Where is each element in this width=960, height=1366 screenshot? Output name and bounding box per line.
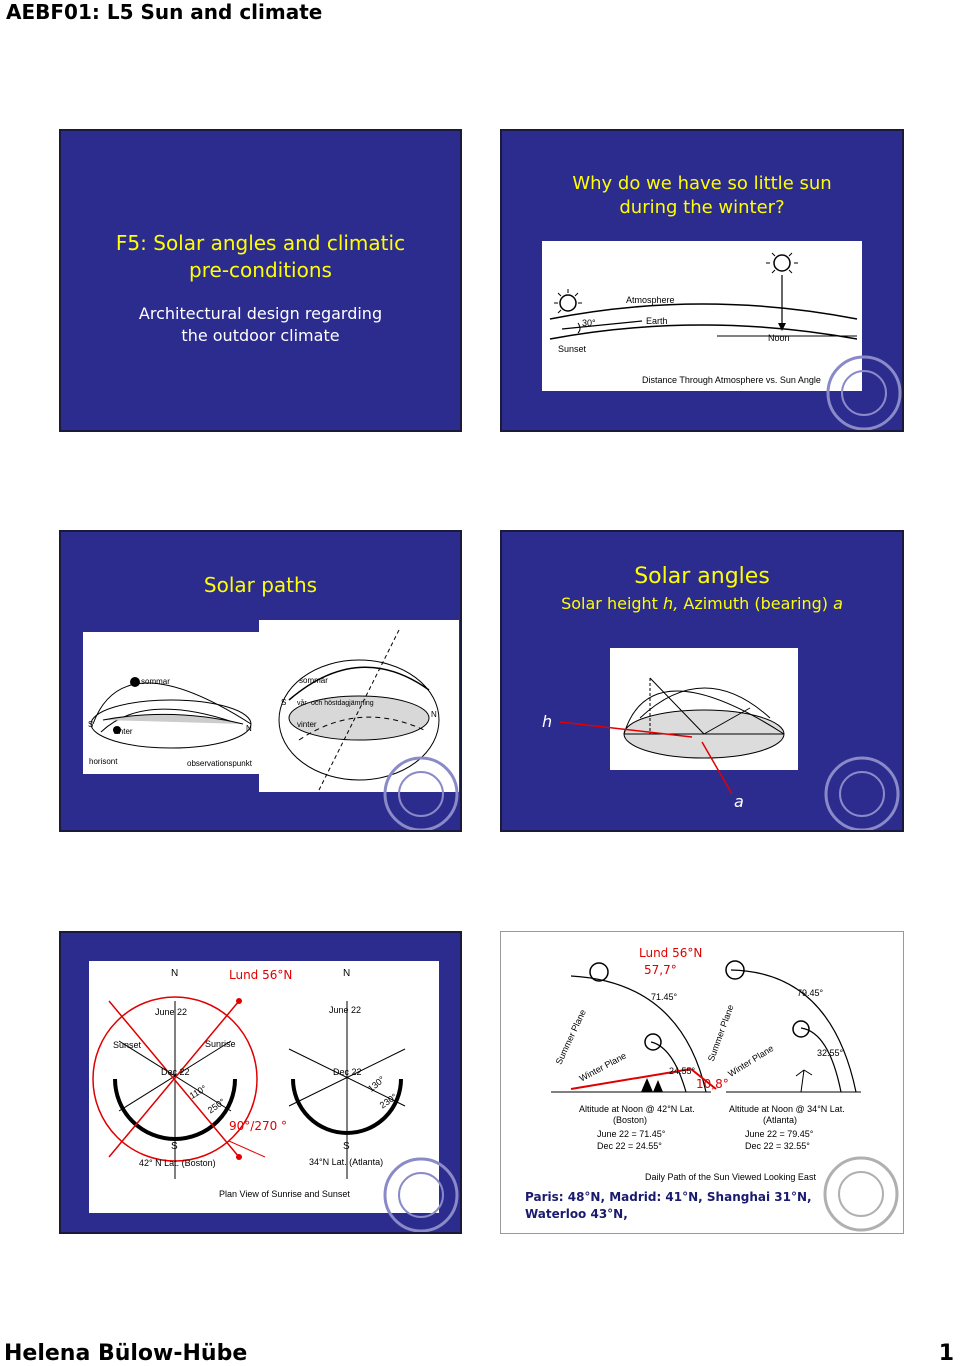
angle-230-label: 230° — [377, 1091, 399, 1111]
slide-1 — [59, 129, 462, 432]
slide-1-subtitle-line-2: the outdoor climate — [181, 326, 340, 345]
dec-22-label-2: Dec 22 — [333, 1067, 362, 1077]
slide-1-subtitle-line-1: Architectural design regarding — [138, 304, 383, 323]
subtitle-a: a — [833, 594, 843, 613]
angle-2455-label: 24.55° — [669, 1066, 696, 1076]
vinter-label-left: vinter — [113, 727, 133, 736]
subtitle-mid: Azimuth (bearing) — [678, 594, 834, 613]
slide-2-title-line-1: Why do we have so little sun — [572, 173, 832, 194]
s-label-2: S — [343, 1141, 350, 1152]
sun-icon-summer-1 — [590, 963, 608, 981]
angle-7945-label: 79.45° — [797, 988, 824, 998]
university-seal-logo — [381, 754, 461, 832]
cities-latitudes-line-1: Paris: 48°N, Madrid: 41°N, Shanghai 31°N, — [525, 1190, 812, 1204]
slide-1-title-line-2: pre-conditions — [189, 258, 332, 282]
atlanta-june: June 22 = 79.45° — [745, 1129, 814, 1139]
angle-30-label: 30° — [582, 318, 596, 328]
atlanta-lat-label: 34°N Lat. (Atlanta) — [309, 1157, 384, 1167]
june-22-label-1: June 22 — [155, 1007, 188, 1017]
solar-paths-left-svg — [83, 632, 259, 774]
boston-lat-label: 42° N Lat. (Boston) — [139, 1158, 216, 1168]
university-seal-logo — [824, 353, 904, 432]
angle-3255-label: 32.55° — [817, 1048, 844, 1058]
s-label-1: S — [171, 1141, 178, 1152]
lund-latitude-label: Lund 56°N — [639, 946, 703, 960]
slide-2-title-line-2: during the winter? — [619, 197, 785, 218]
university-seal-logo — [821, 1154, 901, 1234]
n-label-right: N — [431, 710, 437, 719]
lund-latitude-label: Lund 56°N — [229, 968, 293, 982]
observationspunkt-label: observationspunkt — [187, 759, 252, 768]
diagram-caption: Distance Through Atmosphere vs. Sun Angle — [642, 375, 821, 385]
slide-3 — [59, 530, 462, 832]
s-label-right: S — [281, 698, 287, 707]
summer-plane-label-2: Summer Plane — [705, 1003, 736, 1063]
daily-sun-path-svg — [501, 932, 904, 1132]
slide-2 — [500, 129, 904, 432]
slide-5 — [59, 931, 462, 1234]
sommar-label-right: sommar — [299, 676, 328, 685]
angles-90-270-label: 90°/270 ° — [229, 1119, 288, 1133]
n-label-left: N — [246, 724, 252, 733]
boston-june: June 22 = 71.45° — [597, 1129, 666, 1139]
sun-icon-noon — [766, 253, 798, 273]
s-label-left: S — [88, 720, 94, 729]
slide-4-title: Solar angles — [634, 564, 770, 589]
vinter-label-right: vinter — [297, 720, 317, 729]
lund-angle-label: 57,7° — [644, 963, 677, 977]
angle-130-label: 130° — [365, 1074, 387, 1094]
sommar-label-left: sommar — [141, 677, 170, 686]
atmosphere-diagram-svg — [542, 241, 862, 391]
summer-plane-label-1: Summer Plane — [553, 1007, 588, 1067]
footer-author: Helena Bülow-Hübe — [4, 1341, 248, 1366]
winter-plane-label-2: Winter Plane — [726, 1043, 776, 1079]
atmosphere-label: Atmosphere — [626, 295, 675, 305]
boston-dec: Dec 22 = 24.55° — [597, 1141, 662, 1151]
cities-latitudes-line-2: Waterloo 43°N, — [525, 1207, 628, 1221]
angle-7145-label: 71.45° — [651, 992, 678, 1002]
subtitle-pre: Solar height — [561, 594, 664, 613]
solar-paths-diagram-left — [83, 632, 259, 774]
boston-title: Altitude at Noon @ 42°N Lat. — [579, 1104, 695, 1114]
label-h: h — [542, 712, 553, 731]
atlanta-sub: (Atlanta) — [763, 1115, 798, 1125]
angle-108-label: 10,8° — [696, 1077, 729, 1091]
slide-1-title-line-1: F5: Solar angles and climatic — [115, 231, 406, 255]
sun-icon-left — [554, 289, 582, 313]
subtitle-h: h, — [663, 594, 679, 613]
atmosphere-diagram — [542, 241, 862, 391]
daily-path-caption: Daily Path of the Sun Viewed Looking East — [645, 1172, 816, 1182]
plan-view-caption: Plan View of Sunrise and Sunset — [219, 1189, 350, 1199]
sunset-label: Sunset — [558, 344, 587, 354]
boston-sub: (Boston) — [613, 1115, 648, 1125]
document-header: AEBF01: L5 Sun and climate — [6, 0, 323, 24]
angle-110-label: 110° — [187, 1083, 209, 1101]
university-seal-logo — [381, 1155, 461, 1234]
label-a: a — [734, 792, 744, 811]
slide-4 — [500, 530, 904, 832]
slide-6 — [500, 931, 904, 1234]
sunset-label: Sunset — [113, 1040, 142, 1050]
atlanta-dec: Dec 22 = 32.55° — [745, 1141, 810, 1151]
dec-22-label-1: Dec 22 — [161, 1067, 190, 1077]
winter-plane-label-1: Winter Plane — [577, 1050, 628, 1084]
june-22-label-2: June 22 — [329, 1005, 362, 1015]
slide-3-title: Solar paths — [203, 573, 318, 597]
earth-label: Earth — [646, 316, 668, 326]
var-host-label: vår- och höstdagjämning — [297, 700, 374, 707]
noon-label: Noon — [768, 333, 790, 343]
atlanta-title: Altitude at Noon @ 34°N Lat. — [729, 1104, 845, 1114]
horisont-label: horisont — [89, 757, 118, 766]
angle-250-label: 250° — [205, 1096, 227, 1116]
n-label-2: N — [343, 968, 351, 979]
footer-page-number: 1 — [938, 1341, 954, 1366]
university-seal-logo — [822, 754, 902, 832]
n-label-1: N — [171, 968, 179, 979]
sunrise-label: Sunrise — [205, 1039, 236, 1049]
